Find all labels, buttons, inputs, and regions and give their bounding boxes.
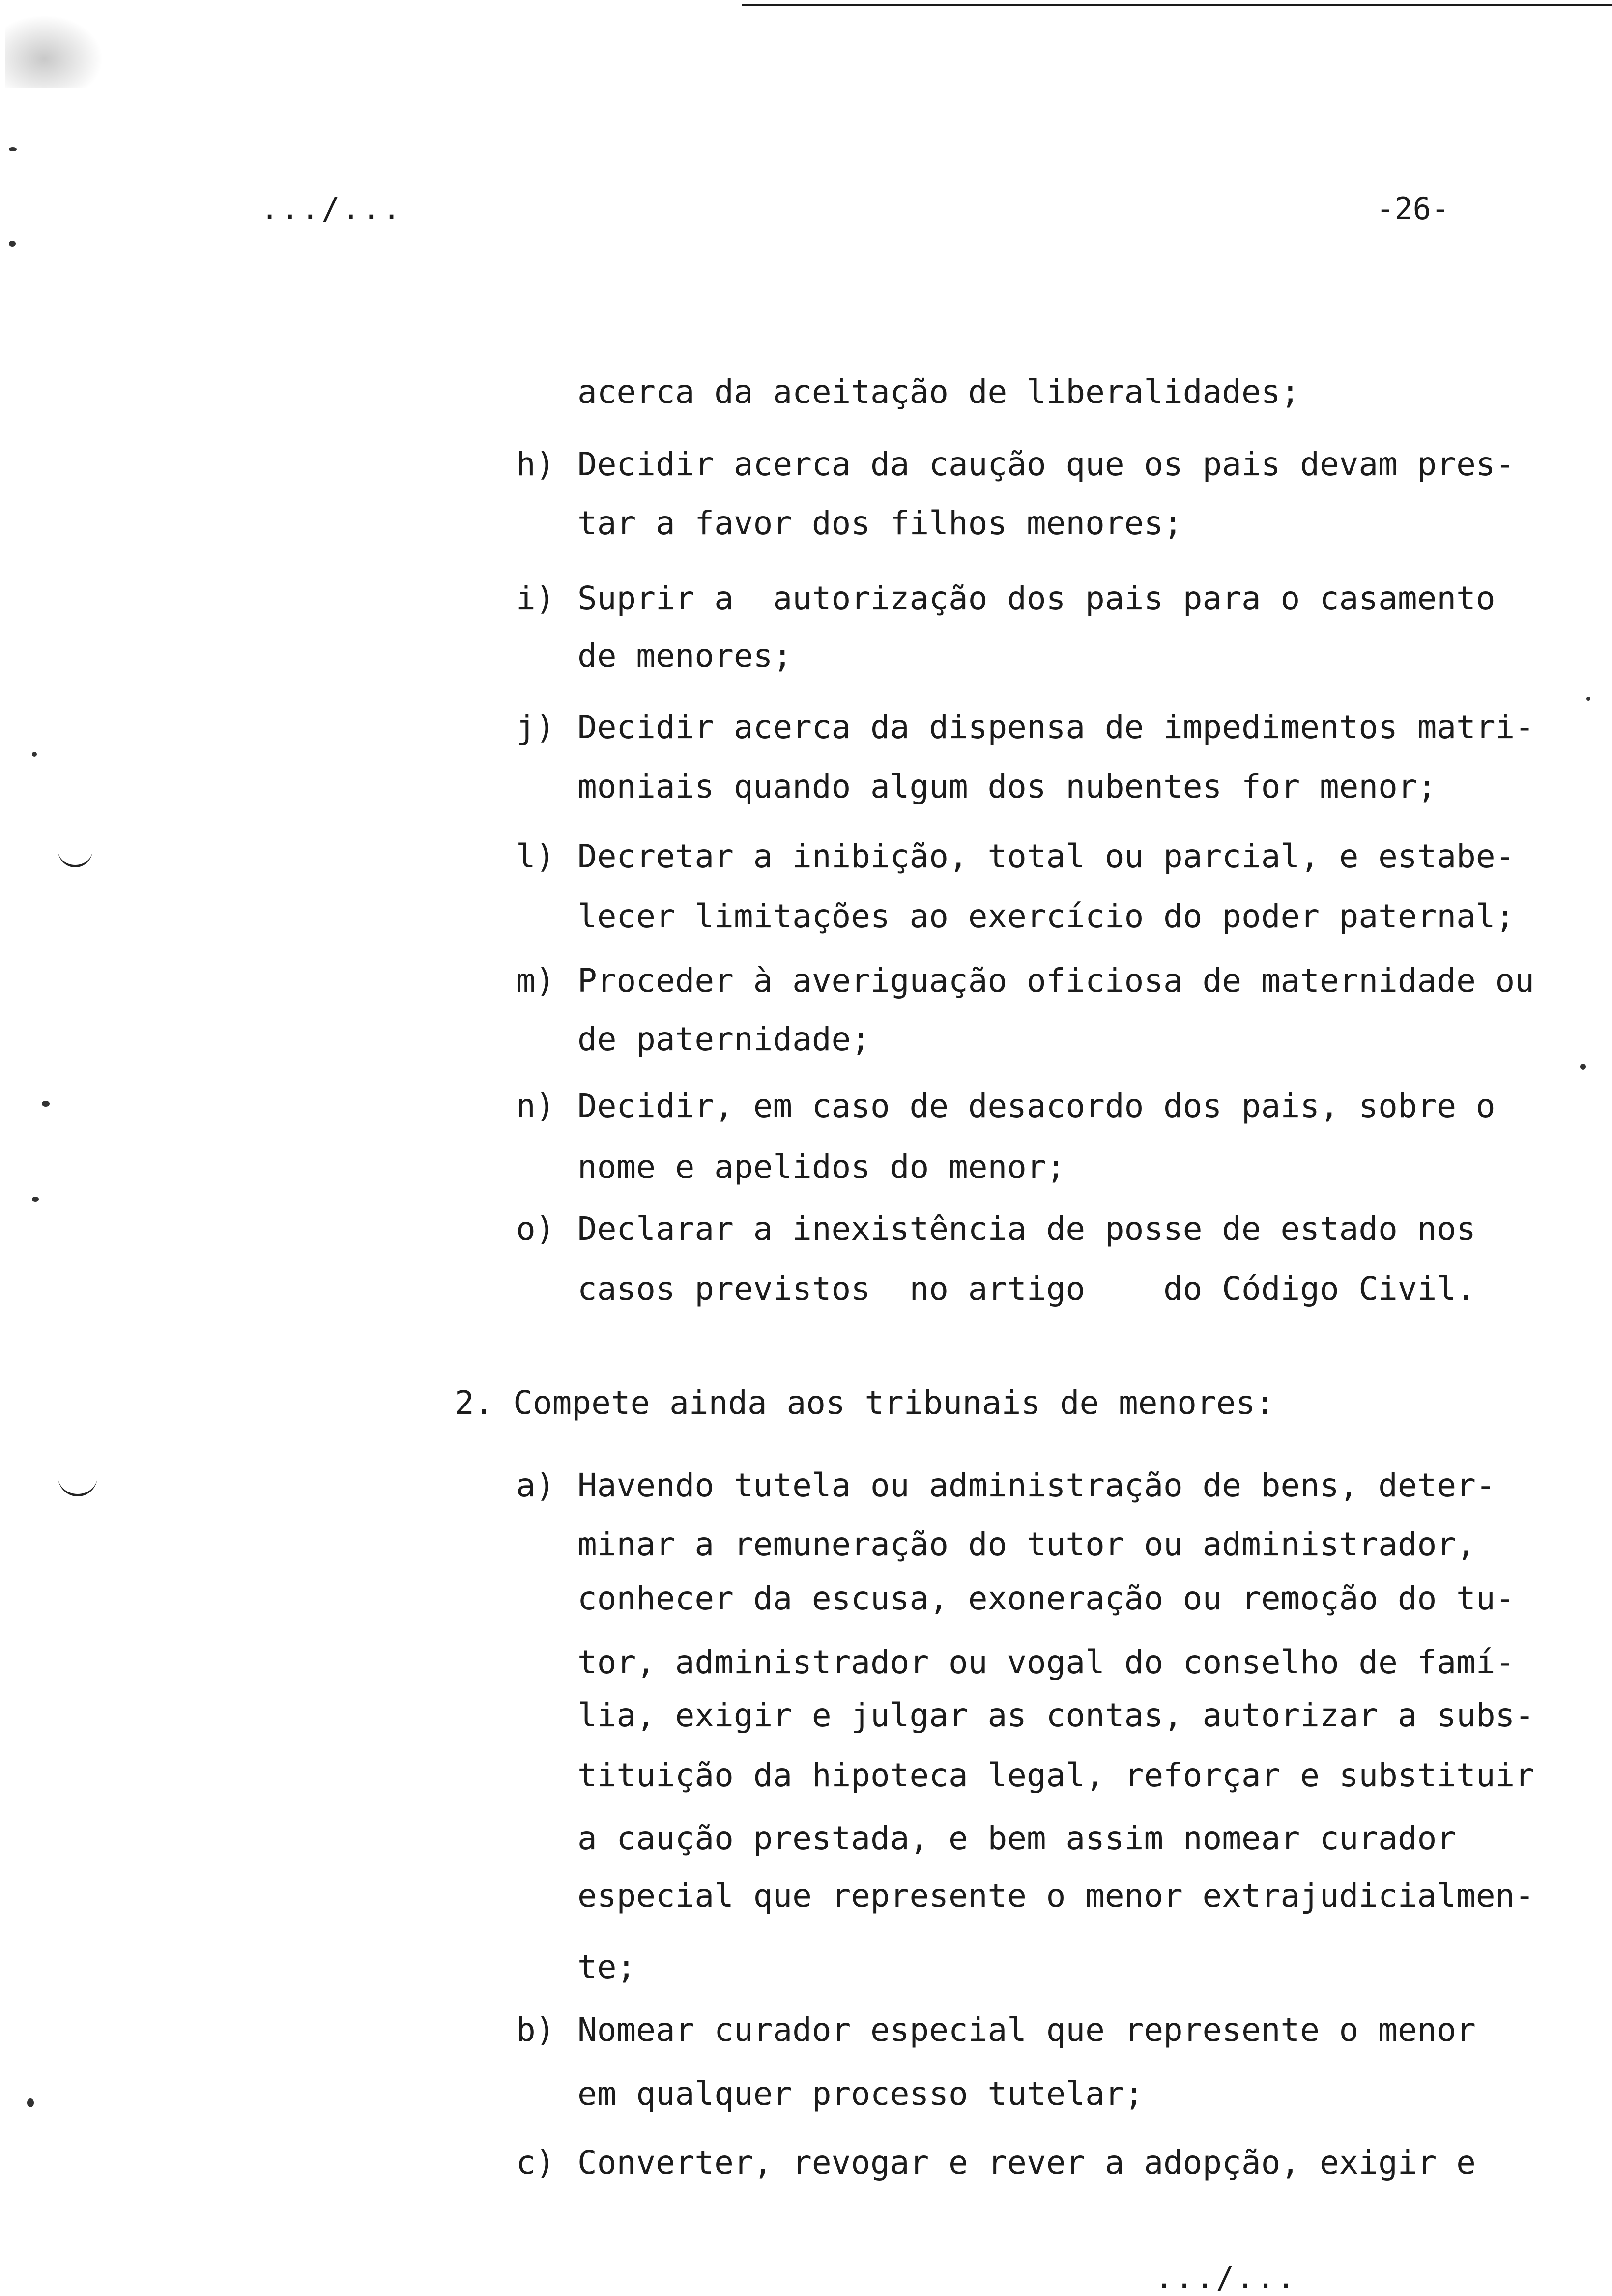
item-l-line-1: Decretar a inibição, total ou parcial, e estabe-: [577, 837, 1515, 875]
item-o-line-1: Declarar a inexistência de posse de estado nos: [577, 1210, 1476, 1248]
section-2-heading: 2. Compete ainda aos tribunais de menores:: [455, 1384, 1275, 1422]
footer-continuation: .../...: [1155, 2260, 1297, 2296]
item-2a-line-2: minar a remuneração do tutor ou administrador,: [577, 1525, 1476, 1563]
item-h-line-1: Decidir acerca da caução que os pais devam pres-: [577, 445, 1515, 483]
item-2b-label: b): [516, 2011, 555, 2049]
item-2c-line-1: Converter, revogar e rever a adopção, exigir e: [577, 2144, 1476, 2181]
corner-smudge: [5, 15, 103, 88]
item-m-line-2: de paternidade;: [577, 1020, 871, 1058]
intro-line: acerca da aceitação de liberalidades;: [577, 373, 1300, 411]
margin-bracket-mark: [58, 1460, 97, 1496]
scan-speck: [32, 1197, 39, 1202]
scan-speck: [27, 2098, 34, 2107]
item-2a-line-3: conhecer da escusa, exoneração ou remoção do tu-: [577, 1579, 1515, 1617]
item-i-line-1: Suprir a autorização dos pais para o casamento: [577, 579, 1496, 617]
header-continuation: .../...: [260, 191, 403, 227]
scan-speck: [42, 1101, 50, 1107]
item-n-line-2: nome e apelidos do menor;: [577, 1148, 1066, 1186]
item-2b-line-2: em qualquer processo tutelar;: [577, 2075, 1144, 2113]
top-rule: [742, 4, 1612, 6]
item-h-line-2: tar a favor dos filhos menores;: [577, 504, 1183, 542]
item-o-label: o): [516, 1210, 555, 1248]
item-l-label: l): [516, 837, 555, 875]
item-i-line-2: de menores;: [577, 637, 793, 675]
item-n-label: n): [516, 1087, 555, 1125]
item-l-line-2: lecer limitações ao exercício do poder paternal;: [577, 897, 1515, 935]
scan-speck: [1580, 1064, 1586, 1070]
scan-speck: [9, 241, 16, 247]
item-i-label: i): [516, 579, 555, 617]
margin-bracket-mark: [58, 816, 92, 867]
item-j-label: j): [516, 708, 555, 746]
item-2a-line-4: tor, administrador ou vogal do conselho de famí-: [577, 1643, 1515, 1681]
item-m-line-1: Proceder à averiguação oficiosa de maternidade ou: [577, 962, 1535, 1000]
item-m-label: m): [516, 962, 555, 1000]
item-j-line-1: Decidir acerca da dispensa de impedimentos matri-: [577, 708, 1535, 746]
item-h-label: h): [516, 445, 555, 483]
item-2a-line-5: lia, exigir e julgar as contas, autorizar a subs-: [577, 1696, 1535, 1734]
item-2a-line-1: Havendo tutela ou administração de bens, deter-: [577, 1466, 1496, 1504]
item-2b-line-1: Nomear curador especial que represente o menor: [577, 2011, 1476, 2049]
item-2a-line-8: especial que represente o menor extrajudicialmen-: [577, 1877, 1535, 1915]
item-2a-label: a): [516, 1466, 555, 1504]
scan-speck: [9, 147, 17, 151]
item-n-line-1: Decidir, em caso de desacordo dos pais, sobre o: [577, 1087, 1496, 1125]
item-2a-line-6: tituição da hipoteca legal, reforçar e substituir: [577, 1756, 1535, 1794]
item-2a-line-9: te;: [577, 1948, 636, 1986]
scan-speck: [32, 752, 37, 757]
page-number: -26-: [1376, 191, 1450, 227]
scan-speck: [1586, 697, 1590, 701]
item-j-line-2: moniais quando algum dos nubentes for menor;: [577, 768, 1437, 805]
item-2a-line-7: a caução prestada, e bem assim nomear curador: [577, 1819, 1457, 1857]
item-2c-label: c): [516, 2144, 555, 2181]
item-o-line-2: casos previstos no artigo do Código Civil.: [577, 1270, 1476, 1308]
